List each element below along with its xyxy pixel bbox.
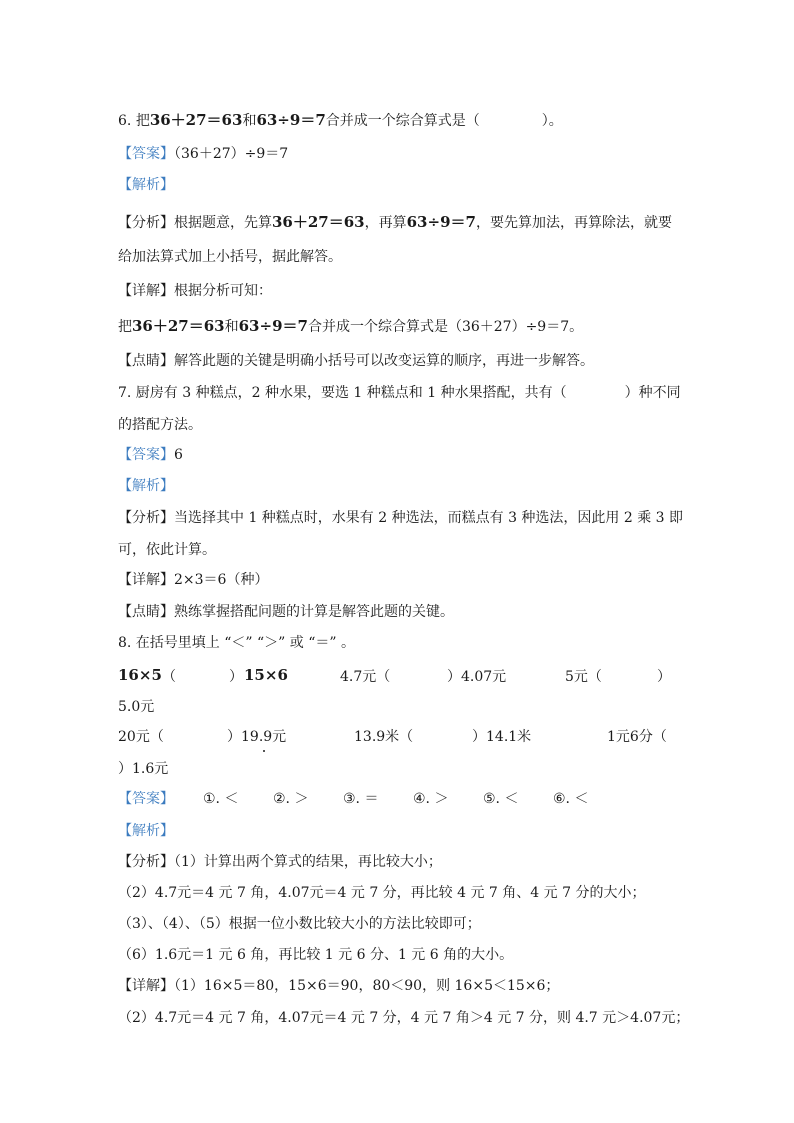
q7-fenxi-line2: 可，依此计算。 bbox=[118, 542, 216, 558]
q6-question: 6. 把36＋27＝63和63÷9＝7合并成一个综合算式是（ ）。 bbox=[118, 111, 563, 129]
q6-detail-line2: 把36＋27＝63和63÷9＝7合并成一个综合算式是（36＋27）÷9＝7。 bbox=[118, 317, 584, 335]
q7-detail: 【详解】2×3＝6（种） bbox=[118, 572, 269, 588]
q8-answer-2: ②. ＞ bbox=[273, 791, 309, 807]
q7-point: 【点睛】熟练掌握搭配问题的计算是解答此题的关键。 bbox=[118, 604, 454, 620]
q8-analysis-tag: 【解析】 bbox=[118, 823, 174, 839]
q6-fenxi-line2: 给加法算式加上小括号，据此解答。 bbox=[118, 249, 342, 265]
q7-question-line1: 7. 厨房有 3 种糕点，2 种水果，要选 1 种糕点和 1 种水果搭配，共有（ ）种不同 bbox=[118, 385, 681, 401]
q8-question: 8. 在括号里填上 “＜” “＞” 或 “＝” 。 bbox=[118, 635, 356, 651]
q8-expr-16x5: 16×5 bbox=[118, 666, 162, 684]
q6-eq2: 63÷9＝7 bbox=[256, 111, 326, 129]
q6-analysis-tag: 【解析】 bbox=[118, 177, 174, 193]
q8-item-1yuan6fen: 1元6分（ bbox=[607, 729, 667, 745]
q6-point: 【点睛】解答此题的关键是明确小括号可以改变运算的顺序，再进一步解答。 bbox=[118, 353, 594, 369]
q7-fenxi: 【分析】当选择其中 1 种糕点时，水果有 2 种选法，而糕点有 3 种选法，因此用 2 乘 3 即 bbox=[118, 510, 684, 526]
q8-answer-3: ③. ＝ bbox=[343, 791, 379, 807]
q7-answer: 【答案】6 bbox=[118, 447, 183, 463]
q6-eq1: 36＋27＝63 bbox=[149, 111, 243, 129]
q8-item-5: 5元（ bbox=[565, 669, 602, 685]
q6-answer: 【答案】（36＋27）÷9＝7 bbox=[118, 146, 289, 162]
q6-detail: 【详解】根据分析可知： bbox=[118, 283, 272, 299]
q8-fenxi-4: （6）1.6元＝1 元 6 角，再比较 1 元 6 分、1 元 6 角的大小。 bbox=[118, 947, 514, 963]
q8-paren-close-1: ） bbox=[229, 669, 243, 685]
q8-detail-2: （2）4.7元＝4 元 7 角，4.07元＝4 元 7 分，4 元 7 角＞4 元 7 分，则 4.7 元＞4.07元； bbox=[118, 1010, 690, 1026]
q8-item-19-9: ）19.9元 bbox=[227, 729, 287, 745]
q8-item-13-9: 13.9米（ bbox=[354, 729, 414, 745]
q8-expr-15x6: 15×6 bbox=[244, 666, 288, 684]
q7-analysis-tag: 【解析】 bbox=[118, 478, 174, 494]
q8-item-20: 20元（ bbox=[118, 729, 164, 745]
q8-answer: 【答案】 bbox=[118, 791, 174, 807]
q8-item-5-0: 5.0元 bbox=[118, 699, 155, 715]
q6-fenxi: 【分析】根据题意，先算36＋27＝63，再算63÷9＝7，要先算加法，再算除法，就要 bbox=[118, 213, 672, 231]
stray-dot bbox=[263, 750, 265, 752]
q8-item-1-6: ）1.6元 bbox=[118, 761, 169, 777]
q8-answer-1: ①. ＜ bbox=[203, 791, 239, 807]
q8-paren-close-5: ） bbox=[657, 669, 671, 685]
q8-fenxi-3: （3）、（4）、（5）根据一位小数比较大小的方法比较即可； bbox=[118, 916, 481, 932]
q8-fenxi-1: 【分析】（1）计算出两个算式的结果，再比较大小； bbox=[118, 854, 442, 870]
q7-question-line2: 的搭配方法。 bbox=[118, 417, 202, 433]
q8-item-4-7: 4.7元（ bbox=[340, 669, 391, 685]
q8-item-14-1: ）14.1米 bbox=[472, 729, 532, 745]
q8-paren-open-1: （ bbox=[162, 669, 176, 685]
q8-answer-6: ⑥. ＜ bbox=[553, 791, 589, 807]
q8-fenxi-2: （2）4.7元＝4 元 7 角，4.07元＝4 元 7 分，再比较 4 元 7 角、4 元 7 分的大小； bbox=[118, 885, 646, 901]
q8-answer-5: ⑤. ＜ bbox=[483, 791, 519, 807]
q8-item-4-07: ）4.07元 bbox=[447, 669, 507, 685]
q8-detail-1: 【详解】（1）16×5＝80，15×6＝90，80＜90，则 16×5＜15×6； bbox=[118, 978, 560, 994]
q8-answer-4: ④. ＞ bbox=[413, 791, 449, 807]
